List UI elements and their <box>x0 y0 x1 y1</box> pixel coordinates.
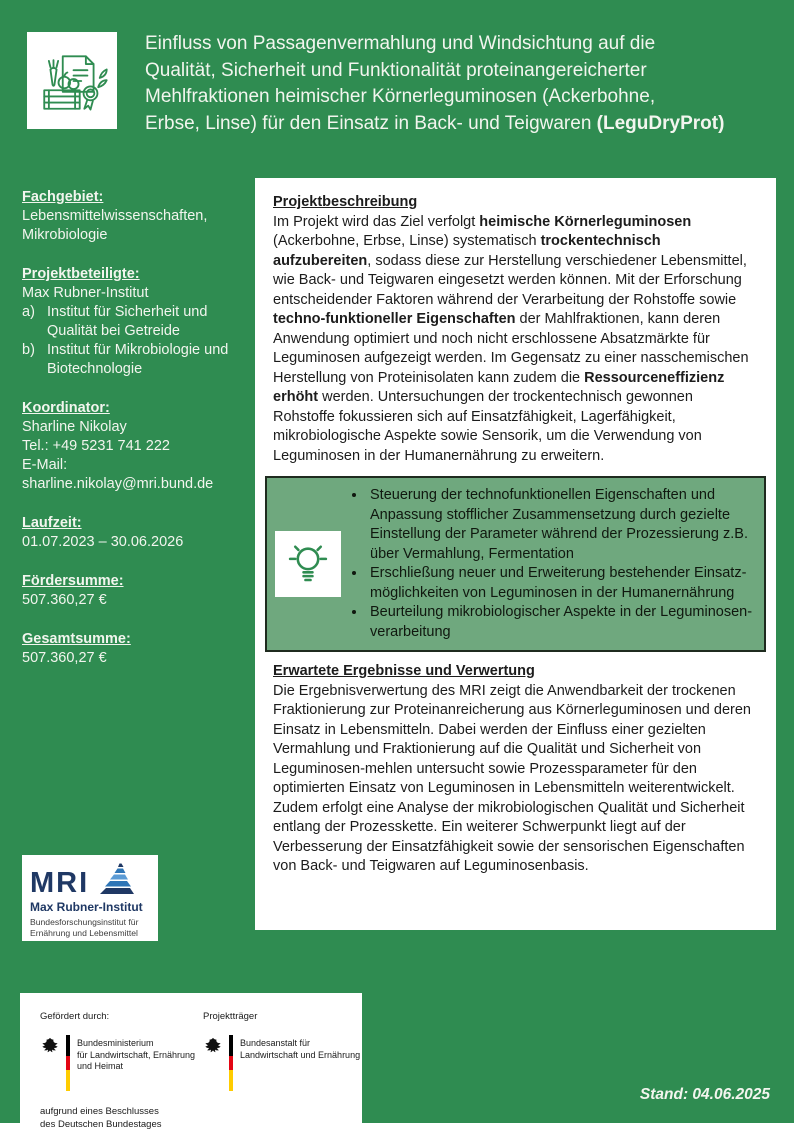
institut-item-a <box>22 303 247 341</box>
stand-date: Stand: 04.06.2025 <box>639 1086 770 1103</box>
projektbeteiligte-line: Max Rubner-Institut <box>22 285 149 301</box>
mri-pyramid-logo <box>97 862 137 896</box>
description-heading: Projektbeschreibung <box>273 194 418 210</box>
title-line: Einfluss von Passagenvermahlung und Windsichtung auf die <box>145 33 656 54</box>
funded-by-label: Gefördert durch: <box>40 1011 110 1022</box>
foerdersumme-value: 507.360,27 € <box>22 592 107 608</box>
sidebar <box>22 188 247 688</box>
list-marker: a) <box>22 304 35 320</box>
fachgebiet-line: Lebensmittelwissenschaften, <box>22 208 208 224</box>
lightbulb-icon <box>285 541 331 587</box>
mri-logo-box <box>22 855 158 941</box>
koordinator-name: Sharline Nikolay <box>22 419 127 435</box>
highlight-bullet-list <box>345 486 754 642</box>
header-icon-box <box>27 32 117 129</box>
description-paragraph: Im Projekt wird das Ziel verfolgt heimische Körnerleguminosen (Ackerbohne, Erbse, Linse) systematisch trockentechnisch aufzubereiten, sodass diese zur Herstellung verschiedener Lebensmittel, wie Back- und Teigwaren eingesetzt werden können. Mit der Erforschung entscheidender Faktoren während der Verarbeitung der Rohstoffe sowie techno-funktioneller Eigenschaften der Mahlfraktionen, kann deren Anwendung optimiert und noch nicht erschlossene Absatzmärkte für Leguminosen aufgezeigt werden. Im Gegensatz zu einer nasschemischen Herstellung von Proteinisolaten kann zudem die Ressourceneffizienz erhöht werden. Untersuchungen der trockentechnisch gewonnen Rohstoffe fokussieren sich auf Einsatzfähigkeit, Lagerfähigkeit, mikrobiologische Aspekte sowie Sensorik, um die Verwendung von Leguminosen in der Humanernährung zu erweitern. <box>273 213 749 464</box>
institut-item-b <box>22 341 247 379</box>
fachgebiet-line: Mikrobiologie <box>22 227 108 243</box>
project-title <box>145 31 785 137</box>
highlight-bullet: • Beurteilung mikrobiologischer Aspekte in der Leguminosen-verarbeitung <box>367 603 754 642</box>
gesamtsumme-heading: Gesamtsumme: <box>22 631 131 647</box>
highlight-bullet: • Steuerung der technofunktionellen Eigenschaften und Anpassung stofflicher Zusammensetzung durch gezielte Einstellung der Parameter während der Prozessierung z.B. über Vermahlung, Fermentation <box>367 486 754 564</box>
bmel-org-name: Bundesministerium für Landwirtschaft, Ernährung und Heimat <box>77 1038 196 1071</box>
title-line: Erbse, Linse) für den Einsatz in Back- und Teigwaren (LeguDryProt) <box>145 112 725 134</box>
laufzeit-heading: Laufzeit: <box>22 515 82 531</box>
section-laufzeit <box>22 514 247 552</box>
institut-b-text: Institut für Mikrobiologie und Biotechnologie <box>47 342 229 377</box>
ble-org-name: Bundesanstalt für Landwirtschaft und Ernährung <box>240 1038 361 1060</box>
highlight-bullet: • Erschließung neuer und Erweiterung bestehender Einsatz-möglichkeiten von Leguminosen in der Humanernährung <box>367 564 754 603</box>
german-flag-bar <box>66 1035 70 1091</box>
german-flag-bar <box>229 1035 233 1091</box>
project-agency-label: Projektträger <box>203 1011 258 1022</box>
bundestag-footnote: aufgrund eines Beschlusses des Deutschen Bundestages <box>40 1106 162 1130</box>
mri-subtitle: Bundesforschungsinstitut für Ernährung und Lebensmittel <box>30 917 139 938</box>
funding-box <box>20 993 362 1130</box>
title-line: Mehlfraktionen heimischer Körnerleguminosen (Ackerbohne, <box>145 86 656 107</box>
gesamtsumme-value: 507.360,27 € <box>22 650 107 666</box>
koordinator-heading: Koordinator: <box>22 400 110 416</box>
project-agency-column <box>203 1011 362 1091</box>
bmel-logo <box>40 1035 203 1091</box>
lightbulb-icon-box <box>275 531 341 597</box>
koordinator-email: sharline.nikolay@mri.bund.de <box>22 476 214 492</box>
section-fachgebiet <box>22 188 247 245</box>
results-paragraph: Die Ergebnisverwertung des MRI zeigt die Anwendbarkeit der trockenen Fraktionierung zur Proteinanreicherung aus Körnerleguminosen und deren Einsatz in Lebensmitteln. Dabei werden der Einfluss einer gezielten Vermahlung und Fraktionierung auf die Qualität und Sicherheit von Leguminosen-mehlen untersucht sowie Prozessparameter für den optimierten Einsatz von Leguminosen in Lebensmitteln weiterentwickelt. Zudem erfolgt eine Analyse der mikrobiologischen Qualität und Sicherheit entlang der Prozesskette. Ein weiterer Schwerpunkt liegt auf der Verbesserung der Einsatzfähigkeit sowie der sensorischen Eigenschaften von Back- und Teigwaren auf Leguminosenbasis. <box>273 682 751 874</box>
content-panel <box>255 178 776 930</box>
section-gesamtsumme <box>22 630 247 668</box>
mri-acronym: MRI <box>30 867 90 900</box>
laufzeit-value: 01.07.2023 – 30.06.2026 <box>22 534 184 550</box>
mri-name: Max Rubner-Institut <box>30 900 143 914</box>
projektbeteiligte-heading: Projektbeteiligte: <box>22 266 140 282</box>
highlight-box <box>265 476 766 652</box>
federal-eagle-icon <box>203 1036 223 1056</box>
produce-crate-document-icon <box>35 41 109 121</box>
results-heading: Erwartete Ergebnisse und Verwertung <box>273 663 535 679</box>
institut-a-text: Institut für Sicherheit und Qualität bei Getreide <box>47 304 208 339</box>
koordinator-email-label: E-Mail: <box>22 457 68 473</box>
fachgebiet-heading: Fachgebiet: <box>22 189 104 205</box>
title-line: Qualität, Sicherheit und Funktionalität proteinangereicherter <box>145 59 647 81</box>
section-foerdersumme <box>22 572 247 610</box>
section-koordinator <box>22 399 247 494</box>
koordinator-phone: Tel.: +49 5231 741 222 <box>22 438 170 454</box>
mri-logo-top <box>30 862 150 900</box>
section-projektbeteiligte <box>22 265 247 379</box>
funded-by-column <box>40 1011 203 1091</box>
list-marker: b) <box>22 342 35 358</box>
ble-logo <box>203 1035 362 1091</box>
foerdersumme-heading: Fördersumme: <box>22 573 124 589</box>
federal-eagle-icon <box>40 1036 60 1056</box>
